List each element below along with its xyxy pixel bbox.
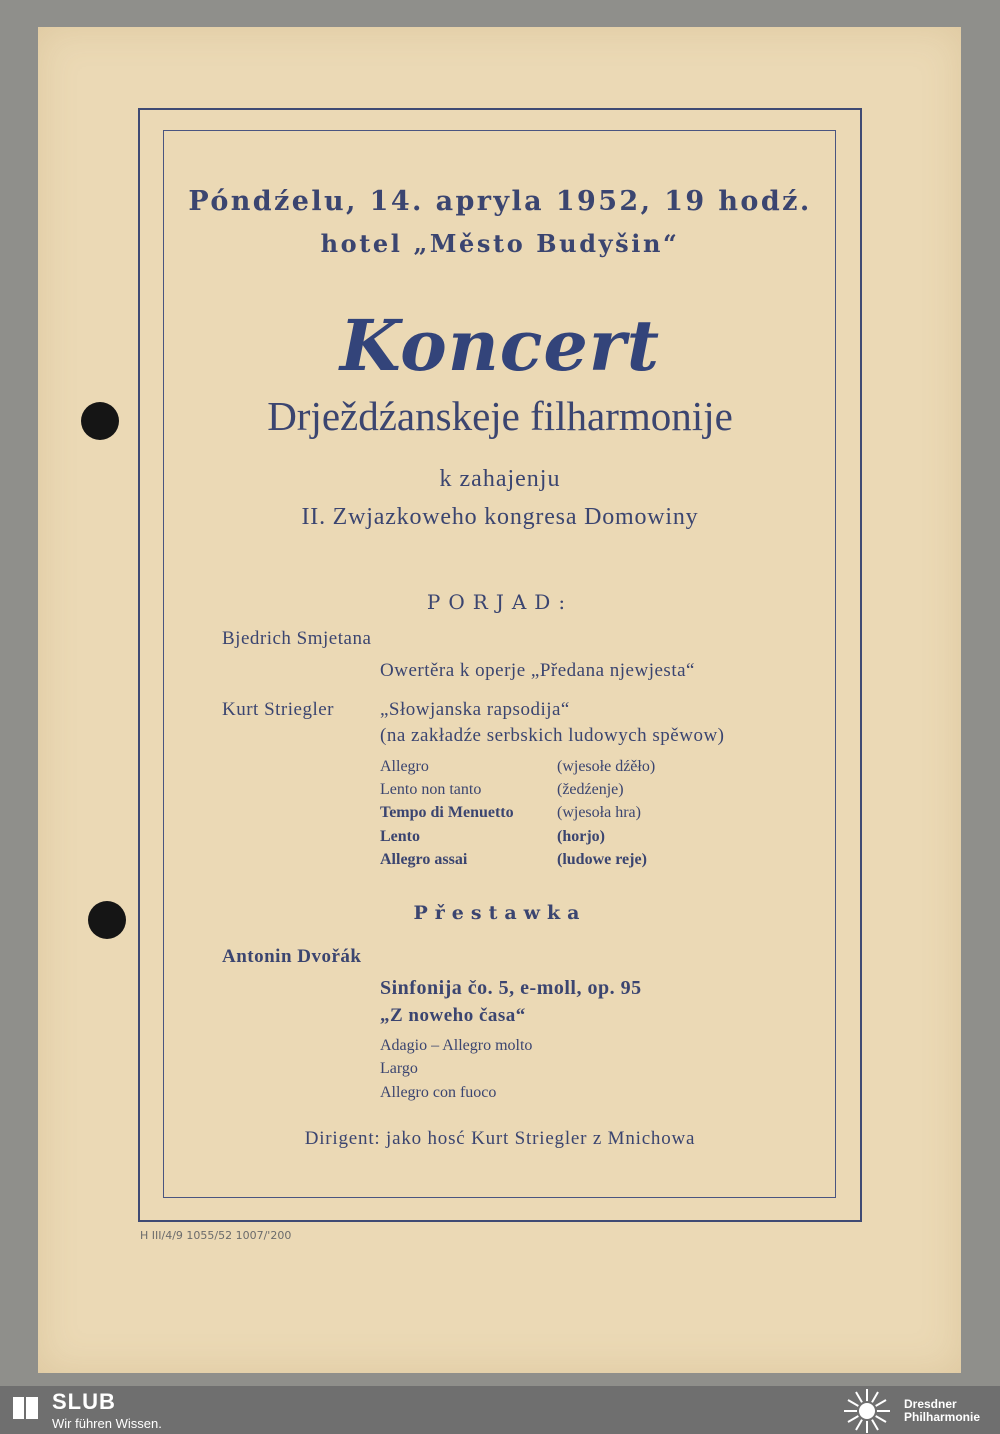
- movement-description: (ludowe reje): [557, 851, 647, 868]
- symphony-movement: Adagio – Allegro molto: [380, 1037, 533, 1054]
- movement-tempo: Tempo di Menuetto: [380, 804, 514, 821]
- symphony-movement: Allegro con fuoco: [380, 1084, 497, 1101]
- movement-tempo: Lento non tanto: [380, 781, 482, 798]
- movement-description: (wjesołe dźěło): [557, 758, 656, 775]
- program-heading: PORJAD:: [426, 590, 574, 614]
- concert-date: Póndźelu, 14. apryla 1952, 19 hodź.: [188, 186, 812, 217]
- print-code: H III/4/9 1055/52 1007/'200: [140, 1229, 292, 1242]
- partner-name-line-1: Dresdner: [904, 1397, 957, 1411]
- movement-description: (horjo): [557, 828, 605, 845]
- orchestra-name: Drježdźanskeje filharmonije: [267, 393, 733, 439]
- movement-tempo: Allegro: [380, 758, 429, 775]
- conductor-line: Dirigent: jako hosć Kurt Striegler z Mnichowa: [304, 1128, 696, 1149]
- composer-striegler: Kurt Striegler: [222, 699, 335, 720]
- movement-description: (žedźenje): [557, 781, 624, 798]
- work-symphony: Sinfonija čo. 5, e-moll, op. 95: [380, 977, 642, 999]
- library-name[interactable]: SLUB: [52, 1389, 116, 1414]
- composer-dvorak: Antonin Dvořák: [222, 946, 362, 967]
- partner-name[interactable]: [904, 1398, 996, 1424]
- work-rhapsody-title: „Słowjanska rapsodija“: [380, 699, 570, 720]
- movement-tempo: Lento: [380, 828, 420, 845]
- work-overture: Owertěra k operje „Předana njewjesta“: [380, 660, 695, 681]
- work-symphony-subtitle: „Z noweho časa“: [380, 1005, 526, 1026]
- composer-smjetana: Bjedrich Smjetana: [222, 628, 372, 649]
- slub-book-icon: [12, 1394, 40, 1422]
- partner-name-line-2: Philharmonie: [904, 1410, 981, 1424]
- symphony-movement: Largo: [380, 1060, 418, 1077]
- occasion-line-2: II. Zwjazkoweho kongresa Domowiny: [301, 504, 699, 530]
- occasion-line-1: k zahajenju: [439, 466, 561, 492]
- footer-bar: [0, 1386, 1000, 1434]
- concert-venue: hotel „Město Budyšin“: [320, 229, 680, 258]
- philharmonie-sunburst-icon[interactable]: [842, 1388, 892, 1434]
- intermission-label: Přestawka: [413, 902, 587, 924]
- library-claim: Wir führen Wissen.: [52, 1416, 162, 1431]
- work-rhapsody-subtitle: (na zakładźe serbskich ludowych spěwow): [380, 725, 725, 746]
- concert-title: Koncert: [339, 304, 661, 387]
- movement-description: (wjesoła hra): [557, 804, 641, 821]
- movement-tempo: Allegro assai: [380, 851, 468, 868]
